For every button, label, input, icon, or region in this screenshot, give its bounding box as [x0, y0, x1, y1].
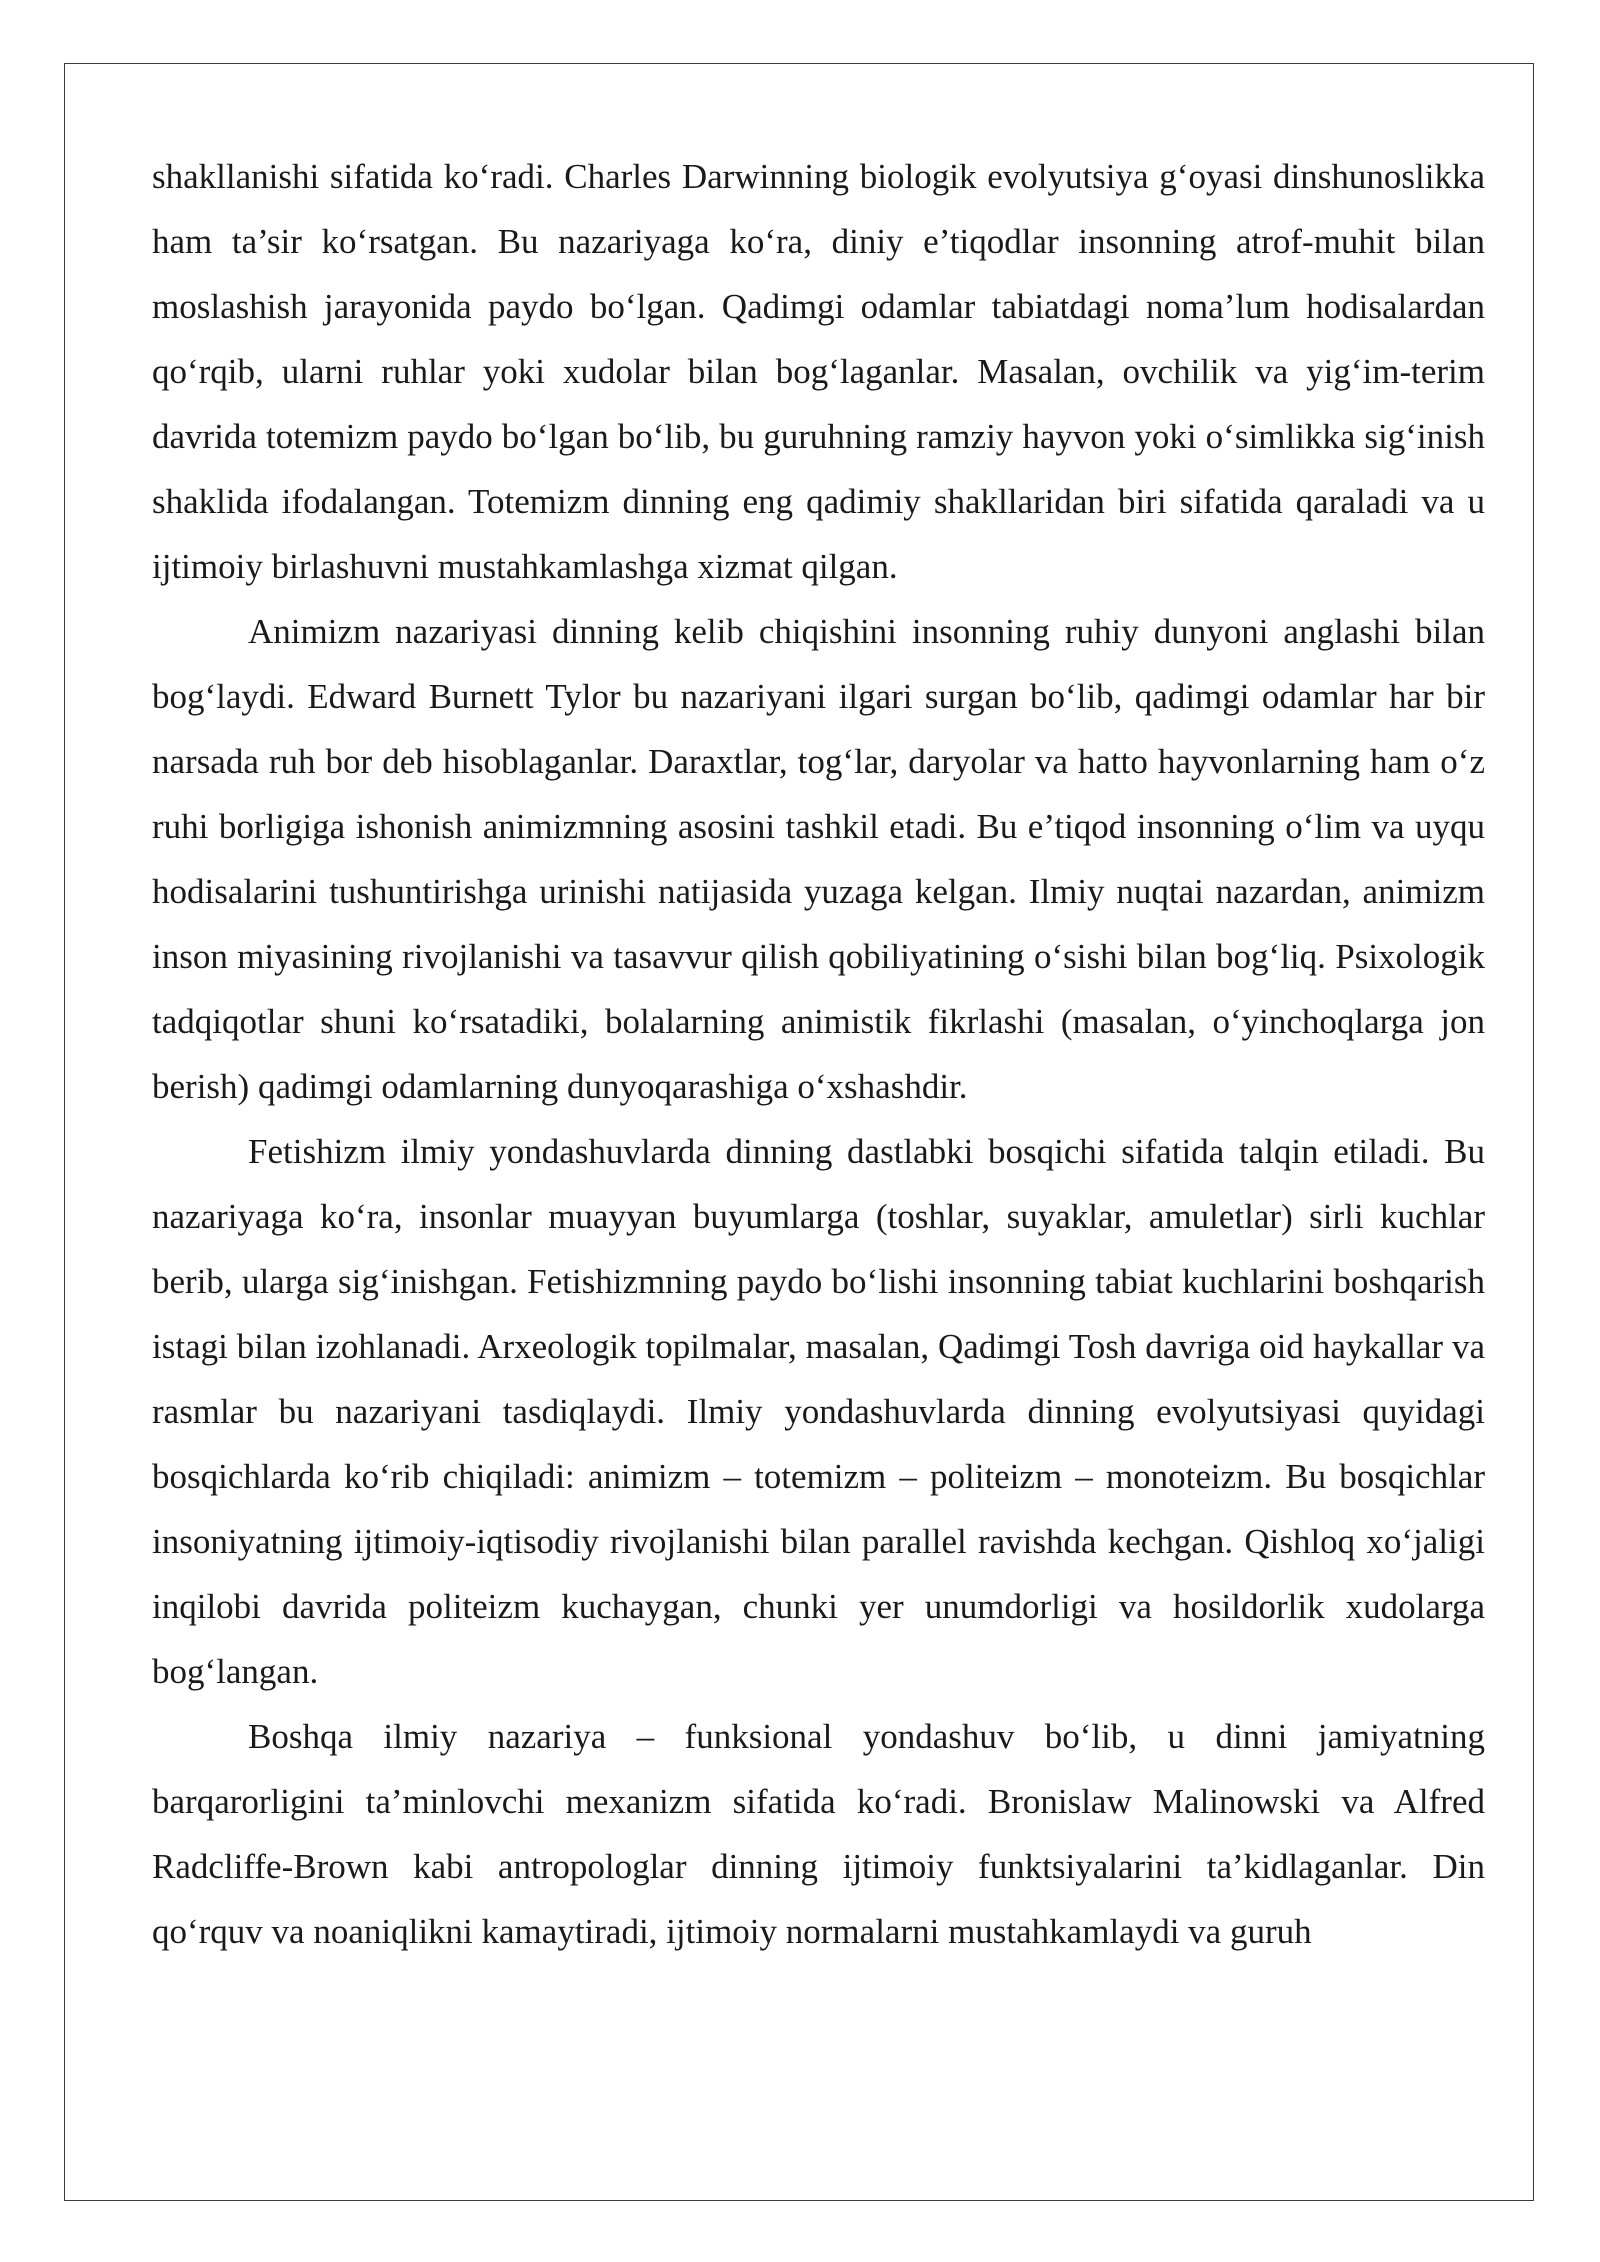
paragraph-4: Boshqa ilmiy nazariya – funksional yondashuv bo‘lib, u dinni jamiyatning barqarorligini ta’minlovchi mexanizm sifatida ko‘radi. Bronislaw Malinowski va Alfred Radcliffe-Brown kabi antropologlar dinning ijtimoiy funktsiyalarini ta’kidlaganlar. Din qo‘rquv va noaniqlikni kamaytiradi, ijtimoiy normalarni mustahkamlaydi va guruh [152, 1717, 1485, 1951]
document-body [152, 144, 1485, 1964]
paragraph-2: Animizm nazariyasi dinning kelib chiqishini insonning ruhiy dunyoni anglashi bilan bog‘laydi. Edward Burnett Tylor bu nazariyani ilgari surgan bo‘lib, qadimgi odamlar har bir narsada ruh bor deb hisoblaganlar. Daraxtlar, tog‘lar, daryolar va hatto hayvonlarning ham o‘z ruhi borligiga ishonish animizmning asosini tashkil etadi. Bu e’tiqod insonning o‘lim va uyqu hodisalarini tushuntirishga urinishi natijasida yuzaga kelgan. Ilmiy nuqtai nazardan, animizm inson miyasining rivojlanishi va tasavvur qilish qobiliyatining o‘sishi bilan bog‘liq. Psixologik tadqiqotlar shuni ko‘rsatadiki, bolalarning animistik fikrlashi (masalan, o‘yinchoqlarga jon berish) qadimgi odamlarning dunyoqarashiga o‘xshashdir. [152, 612, 1485, 1106]
paragraph-3: Fetishizm ilmiy yondashuvlarda dinning dastlabki bosqichi sifatida talqin etiladi. Bu nazariyaga ko‘ra, insonlar muayyan buyumlarga (toshlar, suyaklar, amuletlar) sirli kuchlar berib, ularga sig‘inishgan. Fetishizmning paydo bo‘lishi insonning tabiat kuchlarini boshqarish istagi bilan izohlanadi. Arxeologik topilmalar, masalan, Qadimgi Tosh davriga oid haykallar va rasmlar bu nazariyani tasdiqlaydi. Ilmiy yondashuvlarda dinning evolyutsiyasi quyidagi bosqichlarda ko‘rib chiqiladi: animizm – totemizm – politeizm – monoteizm. Bu bosqichlar insoniyatning ijtimoiy-iqtisodiy rivojlanishi bilan parallel ravishda kechgan. Qishloq xo‘jaligi inqilobi davrida politeizm kuchaygan, chunki yer unumdorligi va hosildorlik xudolarga bog‘langan. [152, 1132, 1485, 1691]
paragraph-1: shakllanishi sifatida ko‘radi. Charles Darwinning biologik evolyutsiya g‘oyasi dinshunoslikka ham ta’sir ko‘rsatgan. Bu nazariyaga ko‘ra, diniy e’tiqodlar insonning atrof-muhit bilan moslashish jarayonida paydo bo‘lgan. Qadimgi odamlar tabiatdagi noma’lum hodisalardan qo‘rqib, ularni ruhlar yoki xudolar bilan bog‘laganlar. Masalan, ovchilik va yig‘im-terim davrida totemizm paydo bo‘lgan bo‘lib, bu guruhning ramziy hayvon yoki o‘simlikka sig‘inish shaklida ifodalangan. Totemizm dinning eng qadimiy shakllaridan biri sifatida qaraladi va u ijtimoiy birlashuvni mustahkamlashga xizmat qilgan. [152, 157, 1485, 586]
